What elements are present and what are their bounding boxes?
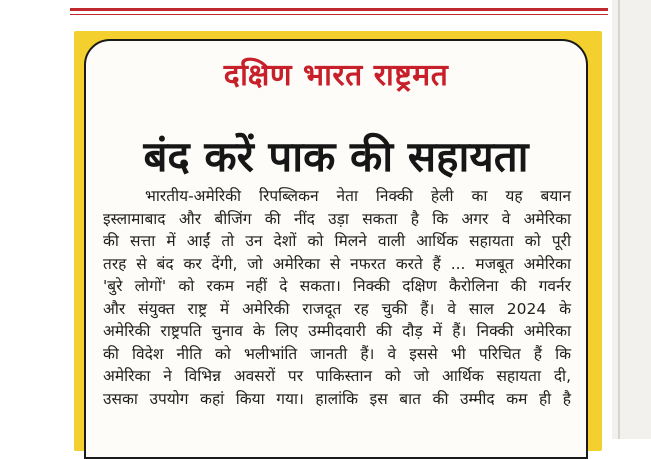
body-line: उसका उपयोग कहां किया गया। हालांकि इस बात की उम्मीद कम ही है <box>103 389 571 408</box>
body-line: की विदेश नीति को भलीभांति जानती हैं। वे इससे भी परिचित हैं कि <box>103 344 571 363</box>
body-line: 'बुरे लोगों' को रकम नहीं दे सकता। निक्की दक्षिण कैरोलिना की गवर्नर <box>103 277 571 295</box>
body-line: और संयुक्त राष्ट्र में अमेरिकी राजदूत रह चुकी हैं। वे साल 2024 के <box>103 299 571 318</box>
body-line: इस्लामाबाद और बीजिंग की नींद उड़ा सकता है कि अगर वे अमेरिका <box>103 209 571 228</box>
article-body <box>103 185 571 410</box>
article-panel <box>84 39 588 459</box>
page-gutter-line <box>618 0 620 439</box>
source-title: दक्षिण भारत राष्ट्रमत <box>223 58 449 93</box>
top-thin-rule <box>70 14 608 15</box>
page-right-edge <box>612 0 651 439</box>
body-line: अमेरिकी राष्ट्रपति चुनाव के लिए उम्मीदवारी की दौड़ में हैं। निक्की अमेरिका <box>103 322 571 340</box>
body-line: भारतीय-अमेरिकी रिपब्लिकन नेता निक्की हेली का यह बयान <box>145 187 571 205</box>
article-clipping <box>74 31 602 451</box>
body-line: अमेरिका ने विभिन्न अवसरों पर पाकिस्तान को जो आर्थिक सहायता दी, <box>103 367 571 385</box>
body-line: तरह से बंद कर देंगी, जो अमेरिका से नफरत करते हैं ... मजबूत अमेरिका <box>103 254 571 273</box>
headline: बंद करें पाक की सहायता <box>143 132 529 181</box>
body-line: की सत्ता में आईं तो उन देशों को मिलने वाली आर्थिक सहायता को पूरी <box>103 232 571 250</box>
top-red-rule <box>70 8 608 11</box>
